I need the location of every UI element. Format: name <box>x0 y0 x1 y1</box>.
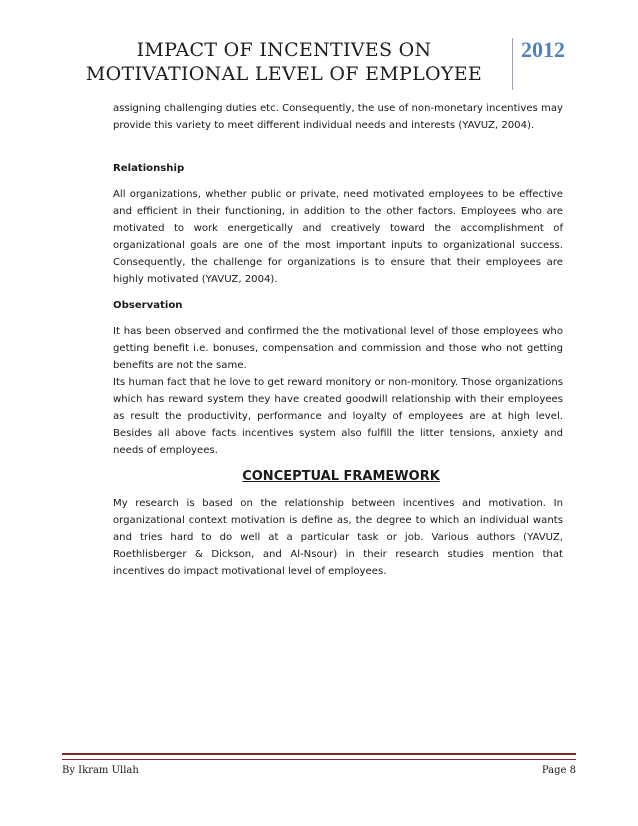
footer-rule <box>62 753 576 760</box>
header-divider <box>512 38 513 90</box>
relationship-paragraph: All organizations, whether public or private, need motivated employees to be effective and efficient in their functioning, in addition to the other factors. Employees who are motivated to work energetically and creatively toward the accomplishment of organizational goals are one of the most important inputs to organizational success. Consequently, the challenge for organizations is to ensure that their employees are highly motivated (YAVUZ, 2004). <box>113 189 563 285</box>
observation-paragraph-1: It has been observed and confirmed the the motivational level of those employees who getting benefit i.e. bonuses, compensation and commission and those who not getting benefits are not the same. <box>113 326 563 371</box>
conceptual-framework-heading: CONCEPTUAL FRAMEWORK <box>242 469 440 484</box>
observation-heading: Observation <box>113 300 183 311</box>
relationship-heading: Relationship <box>113 163 185 174</box>
observation-paragraph-2: Its human fact that he love to get reward monitory or non-monitory. Those organizations which has reward system they have created goodwill relationship with their employees as result the productivity, performance and loyalty of employees are at high level. Besides all above facts incentives system also fulfill the litter tensions, anxiety and needs of employees. <box>113 377 563 456</box>
page-body <box>113 100 563 580</box>
intro-paragraph: assigning challenging duties etc. Consequently, the use of non-monetary incentives may provide this variety to meet different individual needs and interests (YAVUZ, 2004). <box>113 103 563 131</box>
page-number: Page 8 <box>541 765 576 776</box>
framework-paragraph: My research is based on the relationship between incentives and motivation. In organizational context motivation is define as, the degree to which an individual wants and tries hard to do well at a particular task or job. Various authors (YAVUZ, Roethlisberger & Dickson, and Al-Nsour) in their research studies mention that incentives do impact motivational level of employees. <box>113 498 563 577</box>
page-header <box>62 38 578 92</box>
footer-author: By Ikram Ullah <box>62 765 139 776</box>
document-title: IMPACT OF INCENTIVES ON MOTIVATIONAL LEVEL OF EMPLOYEE <box>85 39 483 85</box>
document-year: 2012 <box>521 37 565 62</box>
